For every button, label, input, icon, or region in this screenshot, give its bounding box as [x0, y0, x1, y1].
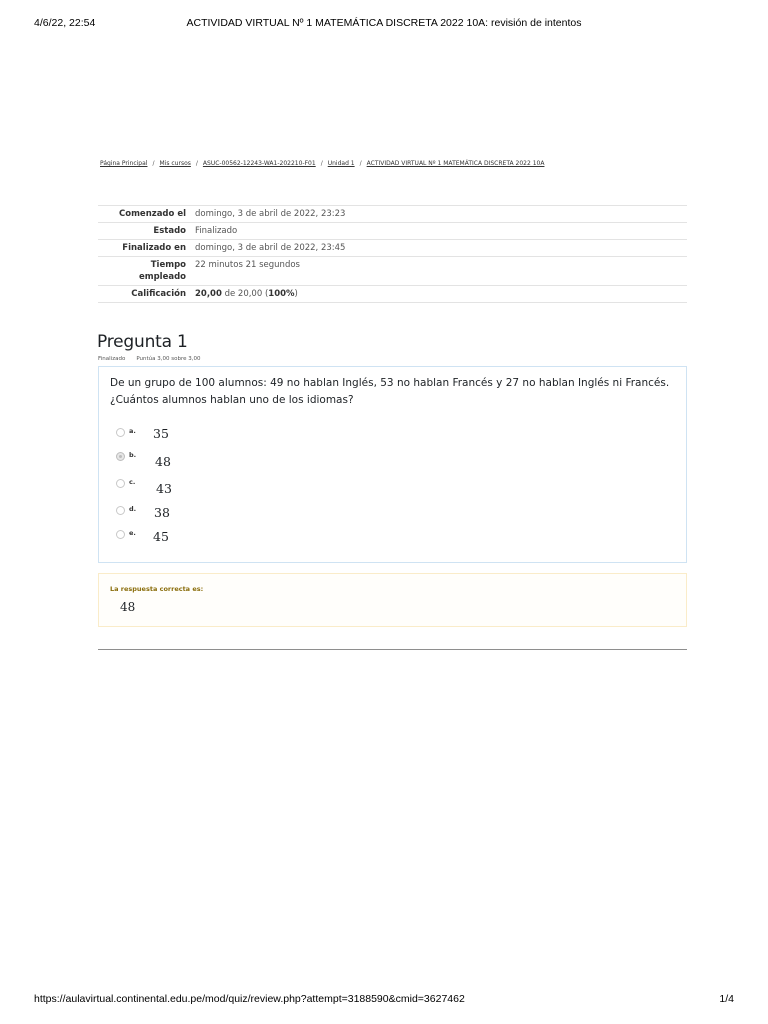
print-url: https://aulavirtual.continental.edu.pe/mod/quiz/review.php?attempt=3188590&cmid=3627462 — [34, 993, 465, 1005]
correct-answer-feedback — [98, 573, 687, 627]
answer-value: 45 — [153, 529, 169, 544]
question-text — [110, 375, 670, 409]
question-heading: Pregunta 1 — [97, 332, 188, 352]
summary-value: Finalizado — [191, 223, 687, 240]
summary-label: Finalizado en — [98, 240, 191, 257]
summary-row-time — [98, 257, 687, 286]
grade-of: de 20,00 ( — [221, 289, 269, 299]
breadcrumb-activity-link[interactable]: ACTIVIDAD VIRTUAL Nº 1 MATEMÁTICA DISCRETA 2022 10A — [366, 160, 545, 167]
correct-answer-value: 48 — [120, 600, 136, 614]
answer-value: 43 — [156, 481, 172, 496]
print-page-number: 1/4 — [719, 993, 734, 1005]
answer-value: 38 — [154, 505, 170, 520]
summary-row-started — [98, 206, 687, 223]
summary-value: 22 minutos 21 segundos — [191, 257, 687, 286]
answer-letter: c. — [129, 478, 136, 486]
summary-label-line: Tiempo — [150, 260, 186, 270]
breadcrumb-separator: / — [320, 160, 323, 167]
breadcrumb-my-courses-link[interactable]: Mis cursos — [159, 160, 191, 167]
summary-value: domingo, 3 de abril de 2022, 23:45 — [191, 240, 687, 257]
print-datetime: 4/6/22, 22:54 — [34, 17, 96, 29]
summary-label: Estado — [98, 223, 191, 240]
question-text-line: De un grupo de 100 alumnos: 49 no hablan Inglés, 53 no hablan Francés y 27 no hablan Inglés ni Francés. — [110, 377, 670, 389]
answer-value: 35 — [153, 426, 169, 441]
radio-button[interactable] — [116, 428, 125, 437]
breadcrumb-separator: / — [359, 160, 362, 167]
radio-button-selected[interactable] — [116, 452, 125, 461]
section-divider — [98, 649, 687, 650]
breadcrumb-course-link[interactable]: ASUC-00562-12243-WA1-202210-F01 — [202, 160, 316, 167]
attempt-summary-table — [98, 205, 687, 303]
summary-label: Calificación — [98, 286, 191, 303]
correct-answer-label: La respuesta correcta es: — [110, 585, 204, 593]
breadcrumb-unit-link[interactable]: Unidad 1 — [327, 160, 355, 167]
grade-score: 20,00 — [195, 289, 222, 299]
question-text-line: ¿Cuántos alumnos hablan uno de los idiomas? — [110, 394, 354, 406]
breadcrumb-separator: / — [195, 160, 198, 167]
summary-row-state — [98, 223, 687, 240]
question-status: Finalizado — [98, 356, 126, 362]
print-header — [34, 17, 734, 31]
radio-button[interactable] — [116, 506, 125, 515]
summary-label — [98, 257, 191, 286]
grade-close: ) — [294, 289, 298, 299]
summary-value — [191, 286, 687, 303]
answer-letter: a. — [129, 427, 136, 435]
print-title: ACTIVIDAD VIRTUAL Nº 1 MATEMÁTICA DISCRETA 2022 10A: revisión de intentos — [186, 17, 582, 29]
answer-letter: e. — [129, 529, 136, 537]
breadcrumb-separator: / — [152, 160, 155, 167]
radio-button[interactable] — [116, 479, 125, 488]
question-content — [98, 366, 687, 563]
question-score: Puntúa 3,00 sobre 3,00 — [136, 356, 201, 362]
print-footer — [34, 993, 734, 1007]
summary-row-finished — [98, 240, 687, 257]
answer-value: 48 — [155, 454, 171, 469]
radio-button[interactable] — [116, 530, 125, 539]
summary-value: domingo, 3 de abril de 2022, 23:23 — [191, 206, 687, 223]
grade-percent: 100% — [268, 289, 295, 299]
summary-label: Comenzado el — [98, 206, 191, 223]
answer-letter: d. — [129, 505, 137, 513]
breadcrumb — [100, 160, 700, 167]
answer-letter: b. — [129, 451, 137, 459]
summary-label-line: empleado — [138, 272, 186, 282]
breadcrumb-home-link[interactable]: Página Principal — [100, 160, 148, 167]
question-info — [98, 356, 201, 362]
summary-row-grade — [98, 286, 687, 303]
